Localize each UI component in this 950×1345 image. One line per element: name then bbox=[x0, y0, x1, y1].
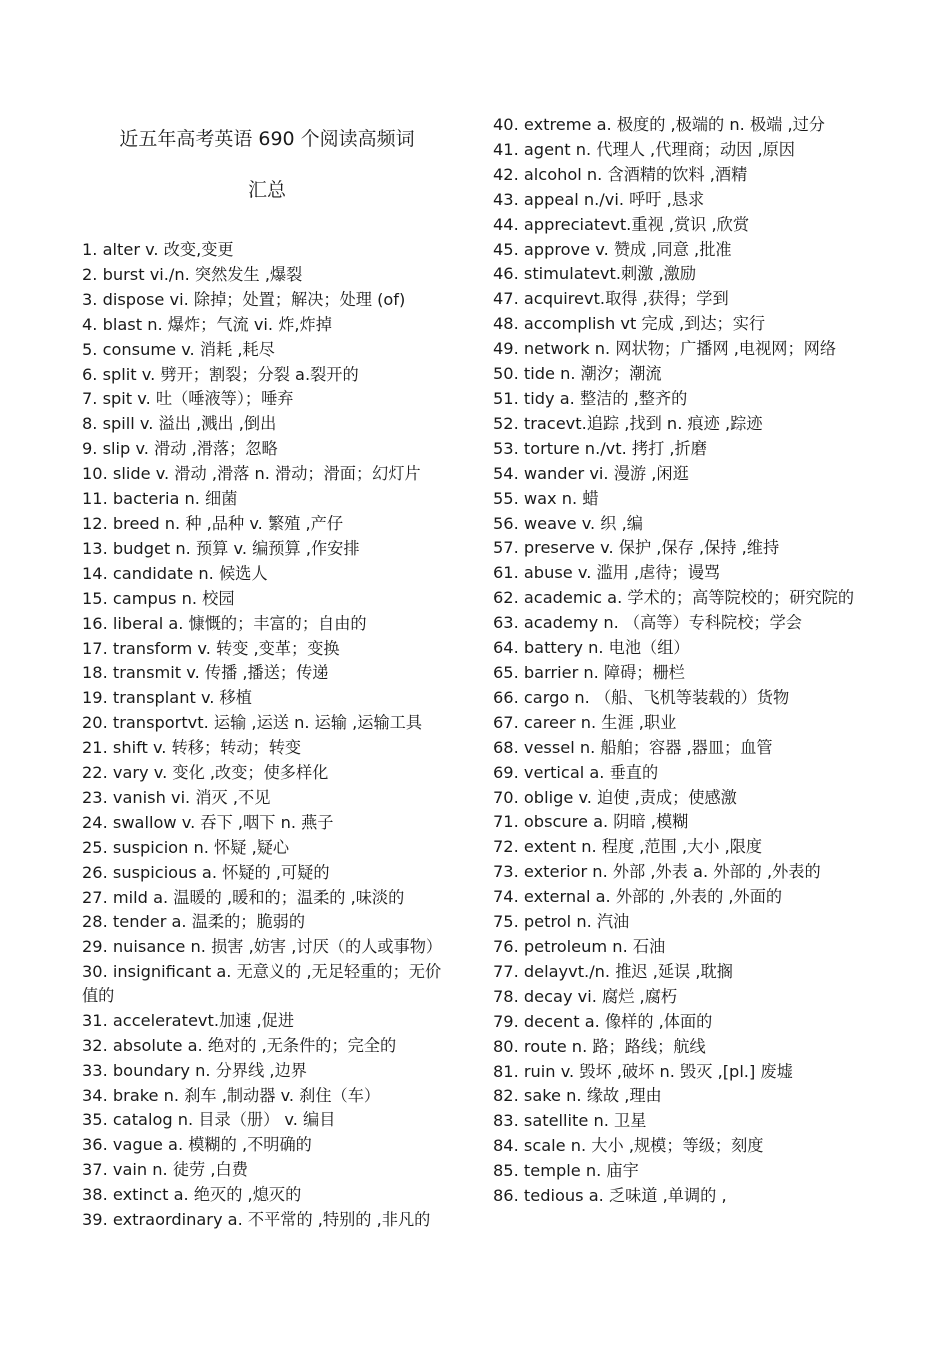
vocabulary-entry: 67. career n. 生涯 ,职业 bbox=[493, 712, 677, 732]
vocabulary-entry: 71. obscure a. 阴暗 ,模糊 bbox=[493, 812, 689, 832]
vocabulary-entry: 40. extreme a. 极度的 ,极端的 n. 极端 ,过分 bbox=[493, 115, 825, 134]
vocabulary-entry: 19. transplant v. 移植 bbox=[82, 688, 252, 708]
vocabulary-entry: 33. boundary n. 分界线 ,边界 bbox=[82, 1060, 307, 1080]
vocabulary-entry: 29. nuisance n. 损害 ,妨害 ,讨厌（的人或事物） bbox=[82, 937, 443, 957]
vocabulary-entry: 13. budget n. 预算 v. 编预算 ,作安排 bbox=[82, 538, 360, 558]
vocabulary-list-left bbox=[82, 238, 457, 1233]
vocabulary-entry: 8. spill v. 溢出 ,溅出 ,倒出 bbox=[82, 414, 277, 434]
vocabulary-entry: 3. dispose vi. 除掉；处置；解决；处理 (of) bbox=[82, 289, 406, 309]
vocabulary-entry: 53. torture n./vt. 拷打 ,折磨 bbox=[493, 438, 707, 458]
vocabulary-entry: 69. vertical a. 垂直的 bbox=[493, 762, 659, 782]
vocabulary-entry: 25. suspicion n. 怀疑 ,疑心 bbox=[82, 837, 290, 857]
vocabulary-entry: 70. oblige v. 迫使 ,责成；使感激 bbox=[493, 787, 737, 807]
vocabulary-entry: 48. accomplish vt 完成 ,到达；实行 bbox=[493, 314, 766, 334]
vocabulary-entry: 81. ruin v. 毁坏 ,破坏 n. 毁灭 ,[pl.] 废墟 bbox=[493, 1061, 793, 1081]
vocabulary-entry: 5. consume v. 消耗 ,耗尽 bbox=[82, 339, 275, 359]
vocabulary-entry: 22. vary v. 变化 ,改变；使多样化 bbox=[82, 763, 329, 783]
vocabulary-entry: 31. acceleratevt.加速 ,促进 bbox=[82, 1010, 295, 1030]
vocabulary-entry: 43. appeal n./vi. 呼吁 ,恳求 bbox=[493, 189, 705, 209]
vocabulary-entry: 1. alter v. 改变,变更 bbox=[82, 240, 234, 259]
vocabulary-entry: 17. transform v. 转变 ,变革；变换 bbox=[82, 638, 340, 658]
vocabulary-entry: 77. delayvt./n. 推迟 ,延误 ,耽搁 bbox=[493, 961, 733, 981]
vocabulary-entry: 57. preserve v. 保护 ,保存 ,保持 ,维持 bbox=[493, 538, 780, 558]
vocabulary-entry: 16. liberal a. 慷慨的；丰富的；自由的 bbox=[82, 613, 367, 633]
vocabulary-entry: 27. mild a. 温暖的 ,暖和的；温柔的 ,味淡的 bbox=[82, 887, 405, 907]
vocabulary-entry: 62. academic a. 学术的；高等院校的；研究院的 bbox=[493, 588, 855, 608]
vocabulary-entry: 72. extent n. 程度 ,范围 ,大小 ,限度 bbox=[493, 837, 763, 857]
vocabulary-entry: 11. bacteria n. 细菌 bbox=[82, 489, 238, 509]
vocabulary-entry: 9. slip v. 滑动 ,滑落；忽略 bbox=[82, 439, 278, 459]
vocabulary-entry: 45. approve v. 赞成 ,同意 ,批准 bbox=[493, 239, 732, 259]
vocabulary-entry: 46. stimulatevt.刺激 ,激励 bbox=[493, 264, 697, 284]
vocabulary-entry: 85. temple n. 庙宇 bbox=[493, 1161, 639, 1181]
vocabulary-entry: 61. abuse v. 滥用 ,虐待；谩骂 bbox=[493, 563, 721, 583]
vocabulary-entry: 2. burst vi./n. 突然发生 ,爆裂 bbox=[82, 264, 303, 284]
vocabulary-entry: 18. transmit v. 传播 ,播送；传递 bbox=[82, 663, 329, 683]
vocabulary-entry: 36. vague a. 模糊的 ,不明确的 bbox=[82, 1135, 312, 1155]
vocabulary-entry: 64. battery n. 电池（组） bbox=[493, 638, 690, 658]
vocabulary-entry: 39. extraordinary a. 不平常的 ,特别的 ,非凡的 bbox=[82, 1210, 431, 1230]
vocabulary-entry: 54. wander vi. 漫游 ,闲逛 bbox=[493, 463, 689, 483]
vocabulary-entry: 6. split v. 劈开；割裂；分裂 a.裂开的 bbox=[82, 364, 359, 384]
vocabulary-entry: 23. vanish vi. 消灭 ,不见 bbox=[82, 787, 271, 807]
vocabulary-entry: 56. weave v. 织 ,编 bbox=[493, 513, 643, 533]
vocabulary-entry: 30. insignificant a. 无意义的 ,无足轻重的；无价值的 bbox=[82, 962, 442, 1005]
vocabulary-entry: 78. decay vi. 腐烂 ,腐朽 bbox=[493, 986, 678, 1006]
vocabulary-entry: 37. vain n. 徒劳 ,白费 bbox=[82, 1160, 248, 1180]
document-title: 近五年高考英语 690 个阅读高频词 bbox=[119, 128, 415, 150]
vocabulary-entry: 55. wax n. 蜡 bbox=[493, 488, 599, 508]
vocabulary-entry: 24. swallow v. 吞下 ,咽下 n. 燕子 bbox=[82, 812, 334, 832]
vocabulary-entry: 4. blast n. 爆炸；气流 vi. 炸,炸掉 bbox=[82, 314, 332, 334]
vocabulary-entry: 80. route n. 路；路线；航线 bbox=[493, 1036, 706, 1056]
vocabulary-entry: 28. tender a. 温柔的；脆弱的 bbox=[82, 912, 306, 932]
vocabulary-entry: 63. academy n. （高等）专科院校；学会 bbox=[493, 613, 802, 633]
vocabulary-entry: 7. spit v. 吐（唾液等）；唾弃 bbox=[82, 389, 294, 409]
vocabulary-entry: 44. appreciatevt.重视 ,赏识 ,欣赏 bbox=[493, 214, 750, 234]
vocabulary-entry: 74. external a. 外部的 ,外表的 ,外面的 bbox=[493, 887, 783, 907]
vocabulary-entry: 14. candidate n. 候选人 bbox=[82, 563, 268, 583]
vocabulary-entry: 20. transportvt. 运输 ,运送 n. 运输 ,运输工具 bbox=[82, 713, 423, 733]
vocabulary-entry: 21. shift v. 转移；转动；转变 bbox=[82, 738, 302, 758]
vocabulary-entry: 26. suspicious a. 怀疑的 ,可疑的 bbox=[82, 862, 330, 882]
vocabulary-entry: 35. catalog n. 目录（册） v. 编目 bbox=[82, 1110, 336, 1130]
vocabulary-entry: 83. satellite n. 卫星 bbox=[493, 1111, 647, 1131]
vocabulary-entry: 51. tidy a. 整洁的 ,整齐的 bbox=[493, 388, 688, 408]
vocabulary-entry: 86. tedious a. 乏味道 ,单调的 , bbox=[493, 1186, 727, 1206]
vocabulary-entry: 68. vessel n. 船舶；容器 ,器皿；血管 bbox=[493, 737, 773, 757]
vocabulary-entry: 79. decent a. 像样的 ,体面的 bbox=[493, 1011, 713, 1031]
vocabulary-entry: 73. exterior n. 外部 ,外表 a. 外部的 ,外表的 bbox=[493, 862, 821, 882]
document-title-continued: 汇总 bbox=[247, 179, 286, 201]
vocabulary-entry: 65. barrier n. 障碍；栅栏 bbox=[493, 663, 685, 683]
vocabulary-entry: 52. tracevt.追踪 ,找到 n. 痕迹 ,踪迹 bbox=[493, 413, 763, 433]
vocabulary-entry: 50. tide n. 潮汐；潮流 bbox=[493, 364, 662, 384]
vocabulary-entry: 76. petroleum n. 石油 bbox=[493, 937, 666, 956]
vocabulary-entry: 32. absolute a. 绝对的 ,无条件的；完全的 bbox=[82, 1035, 397, 1055]
vocabulary-entry: 42. alcohol n. 含酒精的饮料 ,酒精 bbox=[493, 164, 748, 184]
vocabulary-entry: 12. breed n. 种 ,品种 v. 繁殖 ,产仔 bbox=[82, 513, 344, 533]
vocabulary-list-right bbox=[493, 113, 868, 1209]
vocabulary-entry: 82. sake n. 缘故 ,理由 bbox=[493, 1086, 662, 1106]
vocabulary-entry: 49. network n. 网状物；广播网 ,电视网；网络 bbox=[493, 339, 837, 359]
vocabulary-entry: 66. cargo n. （船、飞机等装载的）货物 bbox=[493, 687, 790, 707]
vocabulary-entry: 47. acquirevt.取得 ,获得；学到 bbox=[493, 289, 729, 309]
vocabulary-entry: 38. extinct a. 绝灭的 ,熄灭的 bbox=[82, 1185, 302, 1205]
vocabulary-entry: 84. scale n. 大小 ,规模；等级；刻度 bbox=[493, 1136, 764, 1156]
vocabulary-entry: 34. brake n. 刹车 ,制动器 v. 刹住（车） bbox=[82, 1085, 381, 1105]
vocabulary-entry: 41. agent n. 代理人 ,代理商；动因 ,原因 bbox=[493, 139, 795, 159]
vocabulary-entry: 10. slide v. 滑动 ,滑落 n. 滑动；滑面；幻灯片 bbox=[82, 464, 421, 484]
vocabulary-entry: 15. campus n. 校园 bbox=[82, 588, 235, 608]
vocabulary-entry: 75. petrol n. 汽油 bbox=[493, 912, 630, 932]
